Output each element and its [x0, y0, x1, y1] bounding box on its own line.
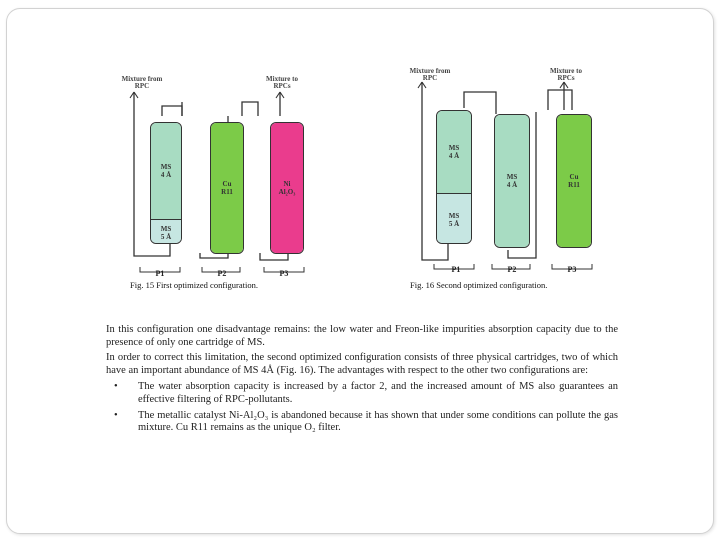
figure-15	[120, 68, 320, 293]
flow-out-label: Mixture to RPCs	[266, 75, 298, 90]
cartridge-1-ms5a	[437, 193, 471, 244]
label: 4 Å	[160, 171, 172, 179]
cartridge-1-ms4a	[437, 111, 471, 193]
label: MS	[448, 212, 460, 220]
label: R11	[568, 181, 580, 189]
pump-p2: P2	[217, 269, 227, 278]
cartridge-3-cu-r11	[557, 115, 591, 247]
list-item-text: The metallic catalyst Ni-Al₂O₃ is abandoned because it has shown that under some conditions can pollute the gas mixture. Cu R11 remains as the unique O₂ filter.	[138, 409, 618, 434]
paragraph-disadvantage: In this configuration one disadvantage remains: the low water and Freon-like impurities absorption capacity due to the presence of only one cartridge of MS.	[106, 324, 618, 348]
list-item-text: The water absorption capacity is increased by a factor 2, and the increased amount of MS also guarantees an effective filtering of RPC-pollutants.	[138, 381, 618, 405]
label: Al₂O₃	[278, 188, 296, 196]
paragraph-second-configuration: In order to correct this limitation, the second optimized configuration consists of three physical cartridges, two of which have an important abundance of MS 4Å (Fig. 16). The advantages with respect to the other two configurations are:	[106, 352, 618, 376]
pump-p1: P1	[451, 265, 461, 274]
cartridge-3-ni-al2o3	[271, 123, 303, 253]
label: MS	[448, 144, 460, 152]
figure-16	[408, 68, 608, 293]
figure-16-caption: Fig. 16 Second optimized configuration.	[410, 280, 548, 290]
label: 4 Å	[448, 152, 460, 160]
bullet: •	[114, 381, 118, 393]
cartridge-1-ms5a	[151, 219, 181, 244]
body-text	[106, 324, 618, 438]
label: MS	[160, 225, 172, 233]
label: Ni	[283, 180, 291, 188]
cartridge-1	[150, 122, 182, 244]
bullet: •	[114, 409, 118, 421]
label: 4 Å	[506, 181, 518, 189]
label: 5 Å	[160, 233, 172, 241]
pump-p2: P2	[507, 265, 517, 274]
cartridge-2	[210, 122, 244, 254]
cartridge-1	[436, 110, 472, 244]
label: Cu	[569, 173, 579, 181]
list-item	[106, 381, 618, 406]
label: Cu	[222, 180, 232, 188]
cartridge-3	[556, 114, 592, 248]
label: MS	[160, 163, 172, 171]
cartridge-1-ms4a	[151, 123, 181, 219]
advantages-list	[106, 381, 618, 434]
flow-in-label: Mixture from RPC	[121, 75, 163, 90]
label: R11	[221, 188, 233, 196]
label: MS	[506, 173, 518, 181]
pump-p3: P3	[567, 265, 577, 274]
label: 5 Å	[448, 220, 460, 228]
pump-p1: P1	[155, 269, 165, 278]
flow-out-label: Mixture to RPCs	[550, 67, 582, 82]
cartridge-2-ms4a	[495, 115, 529, 247]
cartridge-2	[494, 114, 530, 248]
pump-p3: P3	[279, 269, 289, 278]
cartridge-3	[270, 122, 304, 254]
figure-15-caption: Fig. 15 First optimized configuration.	[130, 280, 258, 290]
list-item	[106, 410, 618, 435]
flow-in-label: Mixture from RPC	[409, 67, 451, 82]
cartridge-2-cu-r11	[211, 123, 243, 253]
